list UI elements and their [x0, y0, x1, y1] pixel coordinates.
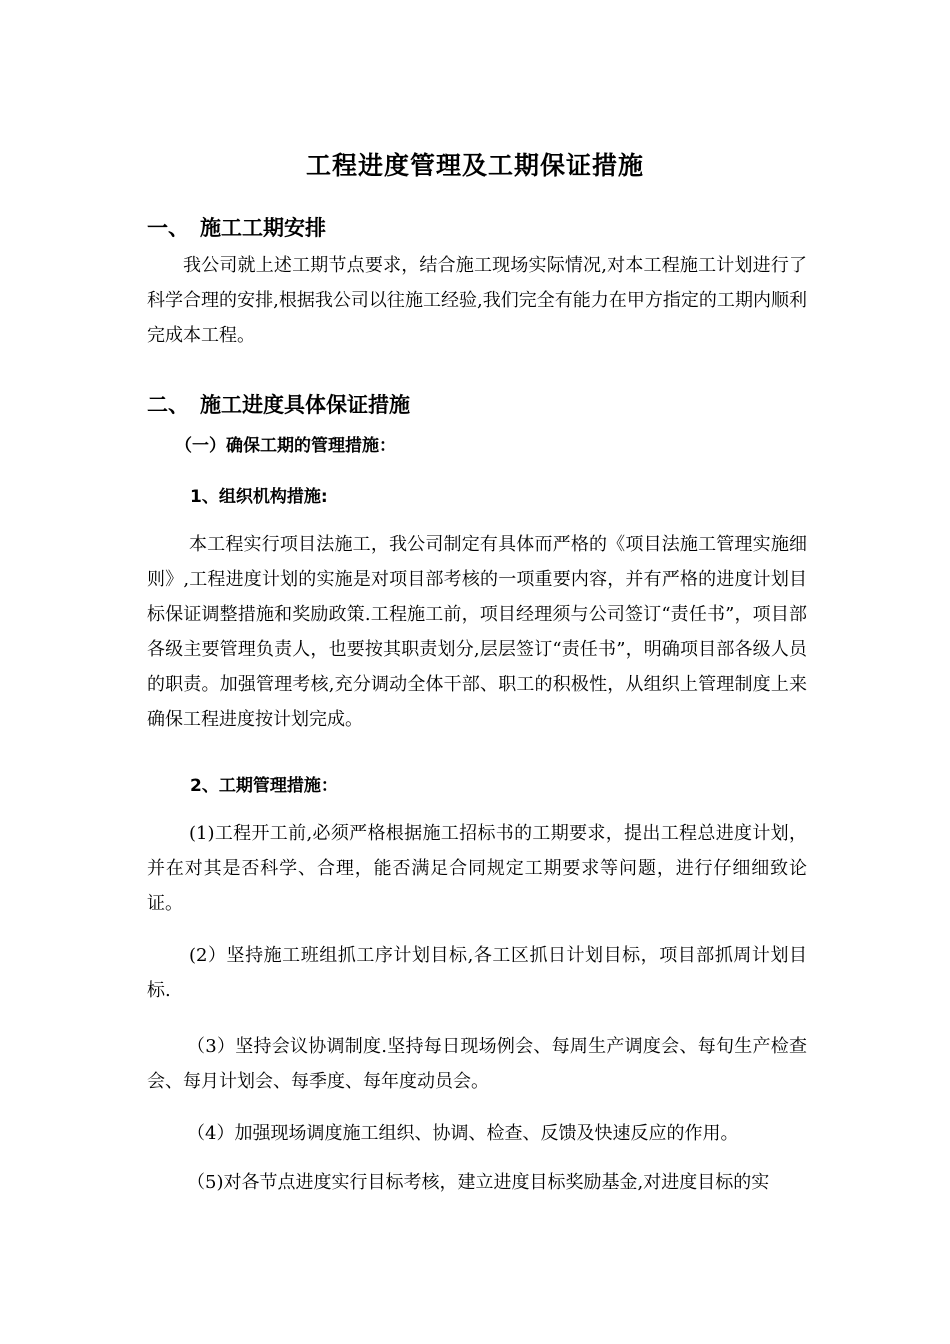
document-title: 工程进度管理及工期保证措施 [305, 151, 644, 180]
item-2-heading: 2、工期管理措施： [190, 776, 338, 796]
measure-2-paragraph: (2）坚持施工班组抓工序计划目标,各工区抓日计划目标，项目部抓周计划目标. [147, 945, 807, 1001]
section-1-heading [147, 212, 326, 242]
measure-1-paragraph: (1)工程开工前,必须严格根据施工招标书的工期要求，提出工程总进度计划，并在对其是否科学、合理，能否满足合同规定工期要求等问题，进行仔细细致论证。 [147, 823, 807, 914]
section-1-title: 施工工期安排 [200, 216, 326, 240]
measure-3-paragraph: （3）坚持会议协调制度.坚持每日现场例会、每周生产调度会、每旬生产检查会、每月计划会、每季度、每年度动员会。 [147, 1036, 807, 1092]
section-2-title: 施工进度具体保证措施 [200, 393, 410, 417]
measure-5-paragraph: （5)对各节点进度实行目标考核，建立进度目标奖励基金,对进度目标的实 [187, 1172, 770, 1193]
item-1-heading: 1、组织机构措施: [190, 487, 328, 507]
subsection-1-heading: （一）确保工期的管理措施： [175, 436, 396, 456]
section-1-number: 一、 [147, 216, 189, 240]
section-2-number: 二、 [147, 393, 189, 417]
section-2-heading [147, 389, 410, 419]
measure-4-paragraph: （4）加强现场调度施工组织、协调、检查、反馈及快速反应的作用。 [187, 1123, 739, 1144]
item-1-paragraph: 本工程实行项目法施工，我公司制定有具体而严格的《项目法施工管理实施细则》,工程进度计划的实施是对项目部考核的一项重要内容，并有严格的进度计划目标保证调整措施和奖励政策.工程施工前，项目经理须与公司签订“责任书”，项目部各级主要管理负责人，也要按其职责划分,层层签订“责任书”，明确项目部各级人员的职责。加强管理考核,充分调动全体干部、职工的积极性，从组织上管理制度上来确保工程进度按计划完成。 [147, 534, 807, 730]
section-1-paragraph: 我公司就上述工期节点要求，结合施工现场实际情况,对本工程施工计划进行了科学合理的安排,根据我公司以往施工经验,我们完全有能力在甲方指定的工期内顺利完成本工程。 [147, 255, 807, 346]
